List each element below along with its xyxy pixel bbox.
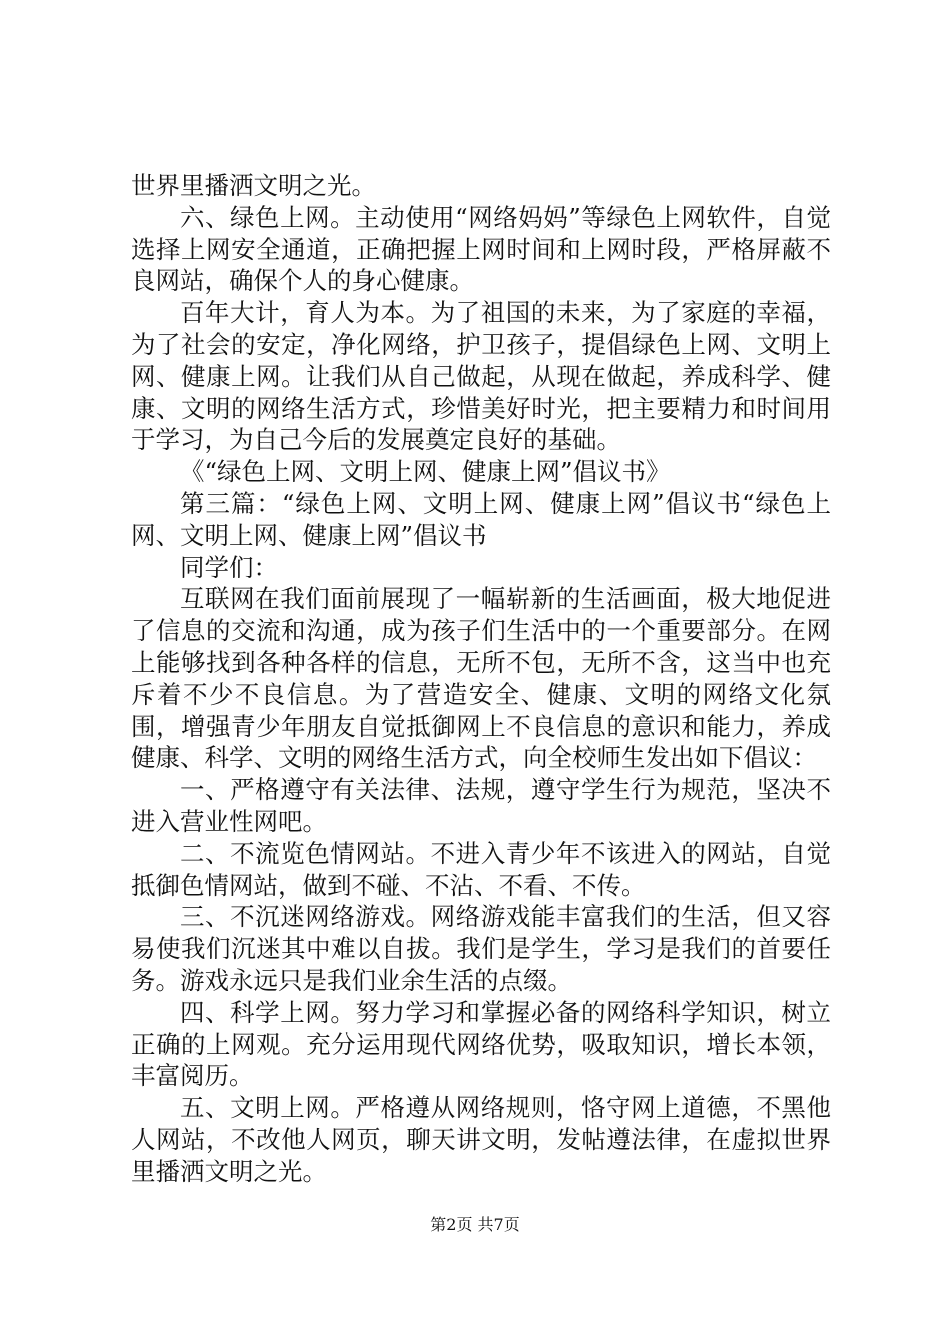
paragraph: 互联网在我们面前展现了一幅崭新的生活画面，极大地促进了信息的交流和沟通，成为孩子们生活中的一个重要部分。在网上能够找到各种各样的信息，无所不包，无所不含，这当中也充斥着不少不良信息。为了营造安全、健康、文明的网络文化氛围，增强青少年朋友自觉抵御网上不良信息的意识和能力，养成健康、科学、文明的网络生活方式，向全校师生发出如下倡议：	[131, 584, 831, 773]
paragraph: 四、科学上网。努力学习和掌握必备的网络科学知识，树立正确的上网观。充分运用现代网络优势，吸取知识，增长本领，丰富阅历。	[131, 997, 831, 1091]
paragraph: 世界里播洒文明之光。	[131, 171, 376, 200]
paragraph: 一、严格遵守有关法律、法规，遵守学生行为规范，坚决不进入营业性网吧。	[131, 775, 831, 836]
paragraph: 第三篇：“绿色上网、文明上网、健康上网”倡议书“绿色上网、文明上网、健康上网”倡议书	[131, 488, 831, 550]
page-footer: 第2页 共7页	[430, 1215, 520, 1234]
paragraph: 《“绿色上网、文明上网、健康上网”倡议书》	[180, 457, 671, 487]
paragraph: 六、绿色上网。主动使用“网络妈妈”等绿色上网软件，自觉选择上网安全通道，正确把握上网时间和上网时段，严格屏蔽不良网站，确保个人的身心健康。	[131, 202, 831, 296]
paragraph: 三、不沉迷网络游戏。网络游戏能丰富我们的生活，但又容易使我们沉迷其中难以自拔。我们是学生，学习是我们的首要任务。游戏永远只是我们业余生活的点缀。	[131, 902, 831, 995]
document-body	[131, 170, 831, 1188]
paragraph: 同学们：	[180, 552, 278, 582]
paragraph: 五、文明上网。严格遵从网络规则，恪守网上道德，不黑他人网站，不改他人网页，聊天讲文明，发帖遵法律，在虚拟世界里播洒文明之光。	[131, 1093, 831, 1186]
paragraph: 二、不流览色情网站。不进入青少年不该进入的网站，自觉抵御色情网站，做到不碰、不沾、不看、不传。	[131, 838, 831, 900]
paragraph: 百年大计，育人为本。为了祖国的未来，为了家庭的幸福，为了社会的安定，净化网络，护卫孩子，提倡绿色上网、文明上网、健康上网。让我们从自己做起，从现在做起，养成科学、健康、文明的网络生活方式，珍惜美好时光，把主要精力和时间用于学习，为自己今后的发展奠定良好的基础。	[131, 298, 831, 455]
